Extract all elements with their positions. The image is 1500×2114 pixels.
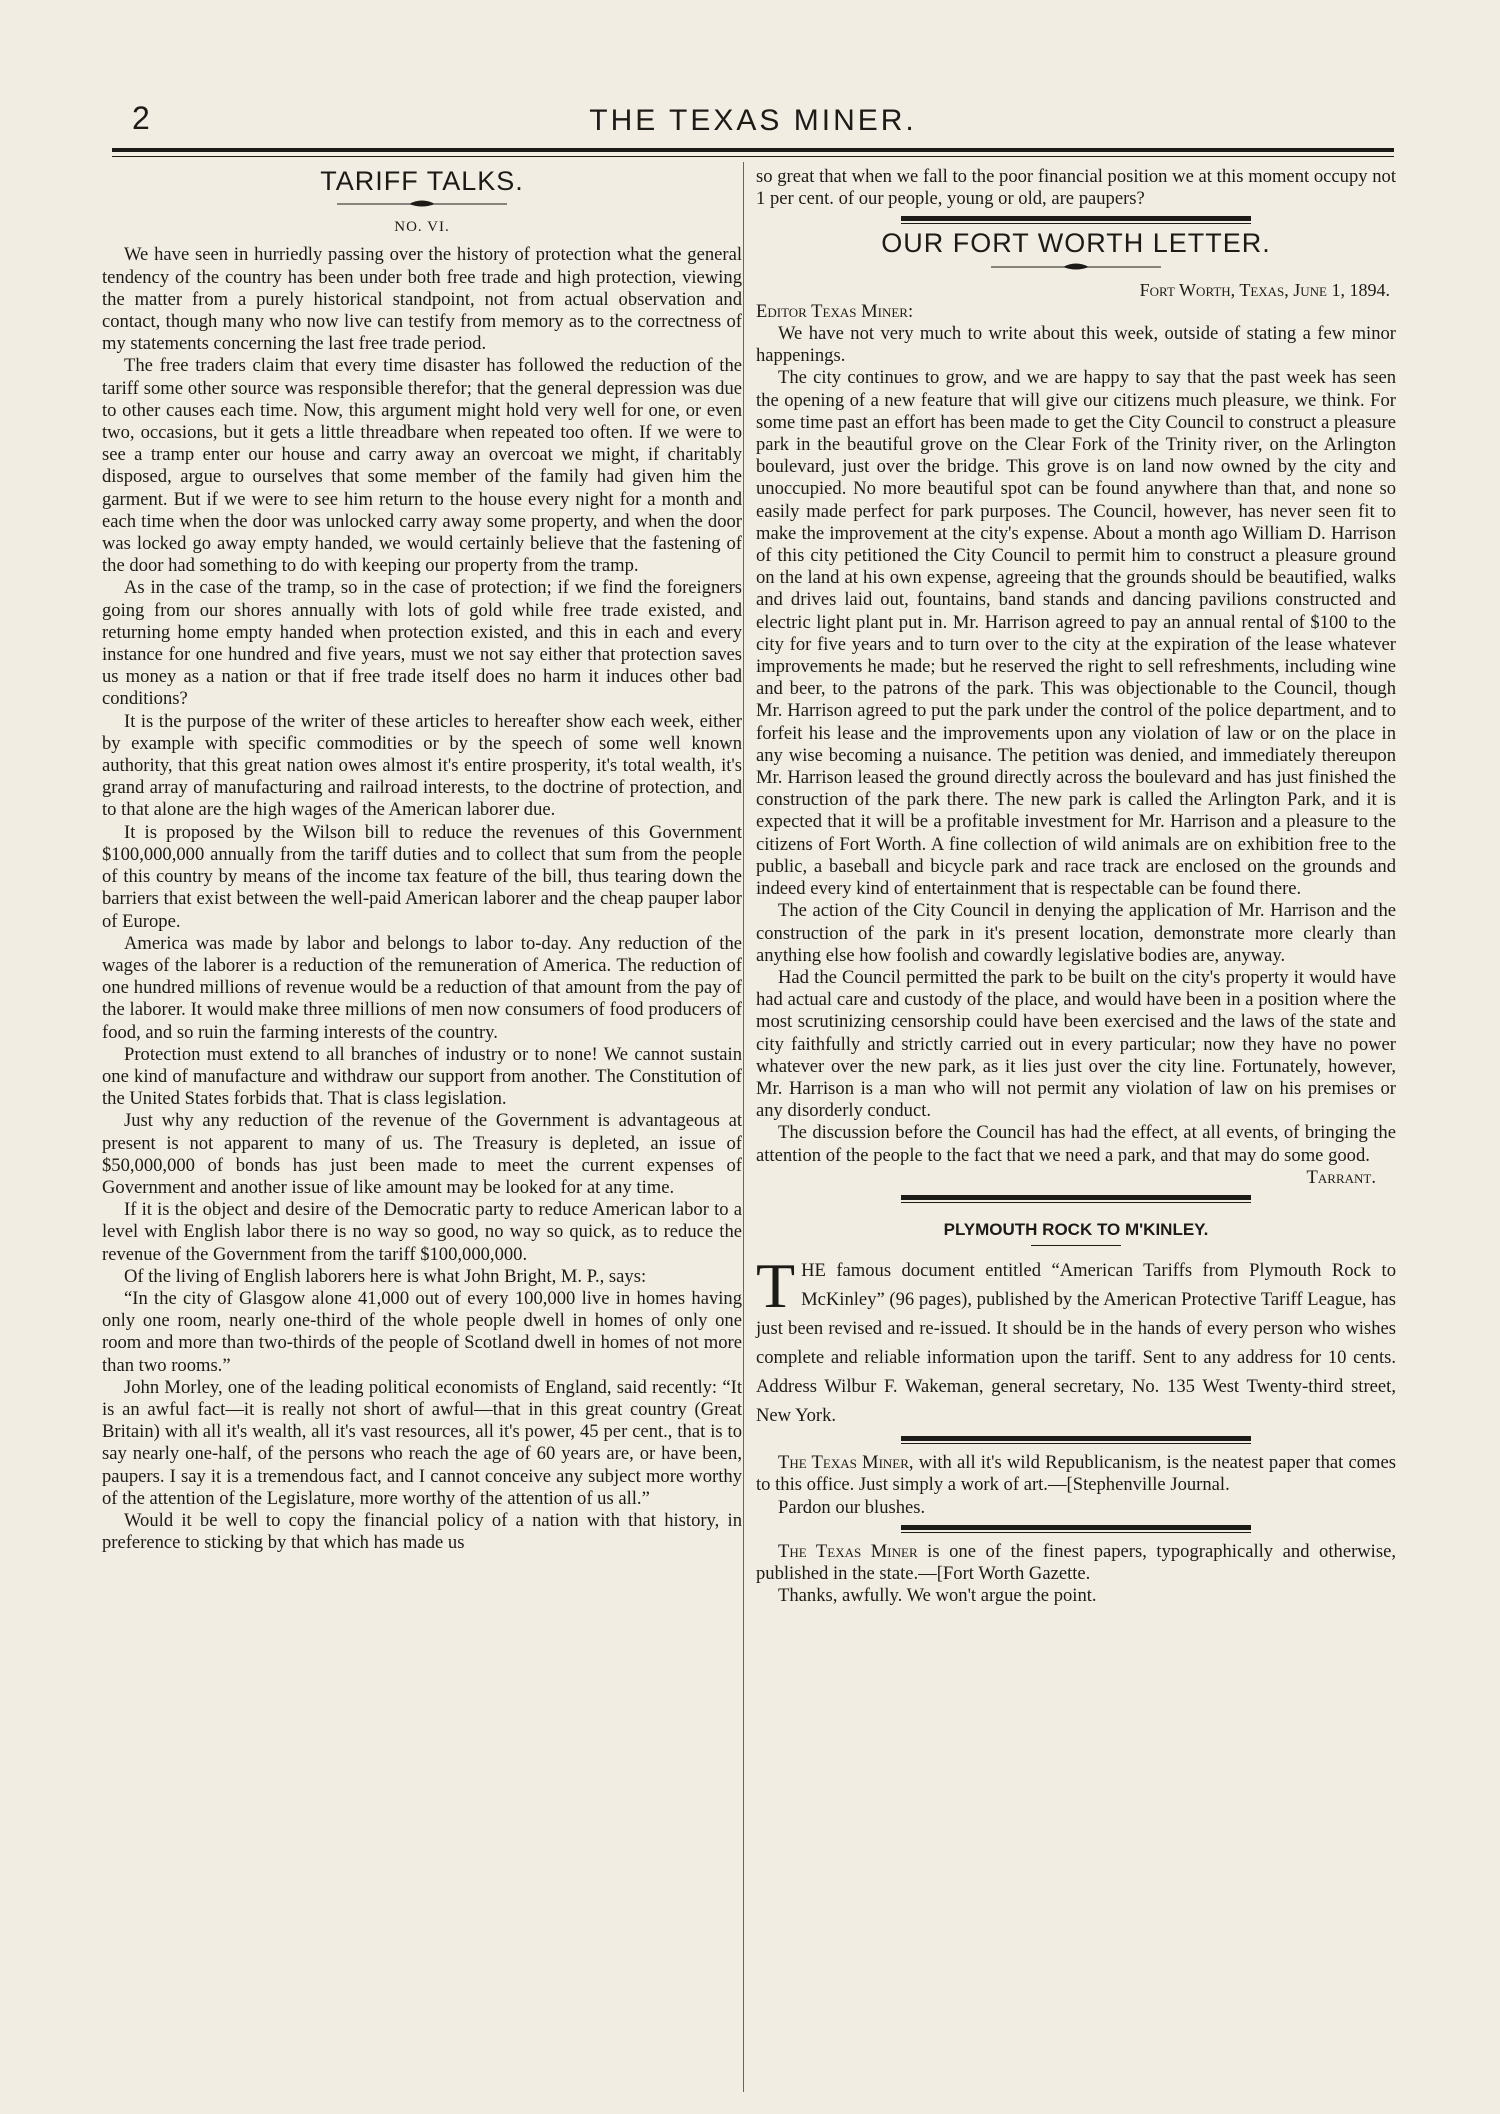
tariff-paragraph: It is proposed by the Wilson bill to reduce the revenues of this Government $100,000,000 annually from the tariff duties and to collect that sum from the people of this country by means of the income tax feature of the bill, thus tearing down the barriers that exist between the well-paid American laborer and the cheap pauper labor of Europe. <box>102 821 742 932</box>
paper-name: The Texas Miner <box>778 1540 918 1562</box>
fort-worth-paragraph: The action of the City Council in denying the application of Mr. Harrison and the construction of the park in it's present location, demonstrate more clearly than anything else how foolish and cowardly legislative bodies are, anyway. <box>756 900 1396 966</box>
section-rule-thin <box>901 1532 1251 1533</box>
glasgow-quote: “In the city of Glasgow alone 41,000 out of every 100,000 live in homes having only one room, nearly one-third of the whole people dwell in homes of only one room and more than two-thirds of the people of Scotland dwell in homes of not more than two rooms.” <box>102 1287 742 1376</box>
tariff-talks-title: TARIFF TALKS. <box>320 166 524 196</box>
tariff-paragraph: Just why any reduction of the revenue of the Government is advantageous at present is not apparent to many of us. The Treasury is depleted, an issue of $50,000,000 of bonds has just been made to meet the current expenses of Government and another issue of like amount may be looked for at any time. <box>102 1110 742 1198</box>
fort-worth-last-text: The discussion before the Council has had the effect, at all events, of bringing the attention of the people to the fact that we need a park, and that may do some good. <box>756 1122 1396 1166</box>
signoff: Tarrant. <box>1306 1166 1376 1188</box>
morley-quote: John Morley, one of the leading political economists of England, said recently: “It is an awful fact—it is really not short of awful—that in this great country (Great Britain) with all it's wealth, all it's vast resources, all it's power, 45 per cent., that is to say nearly one-half, of the persons who reach the age of 60 years are, or have been, paupers. I say it is a tremendous fact, and I cannot conceive any subject more worthy of the attention of the Legislature, more worthy of the attention of us all.” <box>102 1376 742 1509</box>
tariff-continuation: so great that when we fall to the poor financial position we at this moment occupy not 1 per cent. of our people, young or old, are paupers? <box>756 166 1396 210</box>
section-rule-thin <box>901 1202 1251 1203</box>
ornament-divider-icon <box>991 261 1161 273</box>
masthead <box>112 100 1394 148</box>
tariff-paragraph: Would it be well to copy the financial policy of a nation with that history, in preference to sticking by that which has made us <box>102 1509 742 1554</box>
plymouth-article <box>756 1250 1396 1430</box>
tariff-talks-subtitle: NO. VI. <box>394 219 450 236</box>
plymouth-title: PLYMOUTH ROCK TO M'KINLEY. <box>943 1219 1209 1239</box>
column-divider <box>743 162 744 2092</box>
section-rule-thick <box>901 216 1251 221</box>
plymouth-body <box>756 1250 1396 1430</box>
salutation: Editor Texas Miner: <box>756 300 914 322</box>
right-column <box>756 166 1396 1607</box>
tariff-paragraph: The free traders claim that every time disaster has followed the reduction of the tariff some other source was responsible therefor; that the general depression was due to other causes each time. Now, this argument might hold very well for one, or even two, occasions, but it gets a little threadbare when repeated too often. If we were to see a tramp enter our house and carry away an overcoat we might, if charitably disposed, argue to ourselves that some member of the family had given him the garment. But if we were to see him return to the house every night for a month and each time when the door was unlocked carry away some property, and when the door was locked go away empty handed, we would certainly believe that the fastening of the door had something to do with keeping our property from the tramp. <box>102 355 742 577</box>
section-rule-thin <box>901 1443 1251 1444</box>
tariff-paragraph: If it is the object and desire of the Democratic party to reduce American labor to a level with English labor there is no way so good, no way so quick, as to reduce the revenue of the Government from the tariff $100,000,000. <box>102 1199 742 1265</box>
tariff-paragraph: America was made by labor and belongs to labor to-day. Any reduction of the wages of the laborer is a reduction of the remuneration of America. The reduction of one hundred millions of revenue would be a reduction of that amount from the pay of the laborer. It would make three millions of men now consumers of food producers of food, and so ruin the farming interests of the country. <box>102 932 742 1043</box>
paper-title: THE TEXAS MINER. <box>589 104 917 137</box>
tariff-paragraph: As in the case of the tramp, so in the case of protection; if we find the foreigners going from our shores annually with lots of gold while free trade existed, and returning home empty handed when protection existed, and this in each and every instance for one hundred and five years, must we not say either that protection saves us money as a nation or that if free trade itself does no harm it induces other bad conditions? <box>102 577 742 710</box>
dateline: Fort Worth, Texas, June 1, 1894. <box>1139 279 1390 300</box>
section-rule-thin <box>901 223 1251 224</box>
tariff-paragraph: Protection must extend to all branches of industry or to none! We cannot sustain one kind of manufacture and withdraw our support from another. The Constitution of the United States forbids that. That is class legislation. <box>102 1043 742 1110</box>
fort-worth-paragraph: The city continues to grow, and we are happy to say that the past week has seen the opening of a new feature that will give our citizens much pleasure, we think. For some time past an effort has been made to get the City Council to construct a pleasure park in the beautiful grove on the Clear Fork of the Trinity river, on the Arlington boulevard, just over the bridge. This grove is on land now owned by the city and unoccupied. No more beautiful spot can be found anywhere than that, and none so easily made perfect for park purposes. The Council, however, has never seen fit to make the improvement at the city's expense. About a month ago William D. Harrison of this city petitioned the City Council to permit him to construct a pleasure ground on the land at his own expense, agreeing that the grounds should be beautified, walks and drives laid out, fountains, band stands and dancing pavilions constructed and electric light plant put in. Mr. Harrison agreed to pay an annual rental of $100 to the city for five years and to turn over to the city at the expiration of the lease whatever improvements he made; but he reserved the right to sell refreshments, including wine and beer, to the patrons of the park. This was objectionable to the Council, though Mr. Harrison agreed to put the park under the control of the police department, and to forfeit his lease and the improvements upon any violation of law or on the place in any wise becoming a nuisance. The petition was denied, and immediately thereupon Mr. Harrison leased the ground directly across the boulevard and has just finished the construction of the park there. The new park is called the Arlington Park, and it is expected that it will be a profitable investment for Mr. Harrison and a pleasure to the citizens of Fort Worth. A fine collection of wild animals are on exhibition free to the public, a baseball and bicycle park and race track are enclosed on the grounds and indeed every kind of entertainment that is respectable can be found there. <box>756 367 1396 900</box>
section-rule-thick <box>901 1436 1251 1441</box>
fort-worth-paragraph <box>756 1122 1396 1188</box>
gazette-reply: Thanks, awfully. We won't argue the point. <box>778 1585 1097 1607</box>
tariff-paragraph: Of the living of English laborers here is what John Bright, M. P., says: <box>124 1265 647 1287</box>
paper-name: The Texas Miner <box>778 1452 909 1474</box>
masthead-rule-thick <box>112 148 1394 152</box>
short-rule <box>1031 1245 1121 1246</box>
section-rule-thick <box>901 1525 1251 1530</box>
fort-worth-paragraph: We have not very much to write about this week, outside of stating a few minor happenings. <box>756 323 1396 367</box>
ornament-divider-icon <box>337 198 507 210</box>
section-rule-thick <box>901 1195 1251 1200</box>
page-number: 2 <box>132 100 150 136</box>
stephenville-notice <box>756 1452 1396 1496</box>
tariff-paragraph: We have seen in hurriedly passing over the history of protection what the general tendency of the country has been under both free trade and high protection, viewing the matter from a purely historical standpoint, not from actual observation and contact, though many who now live can testify from memory as to the correctness of my statements concerning the last free trade period. <box>102 244 742 355</box>
stephenville-text: , with all it's wild Republicanism, is the neatest paper that comes to this office. Just simply a work of art.—[Stephenville Journal. <box>756 1452 1396 1496</box>
masthead-rule-thin <box>112 156 1394 157</box>
drop-cap: T <box>756 1250 796 1322</box>
tariff-paragraph: It is the purpose of the writer of these articles to hereafter show each week, either by example with specific commodities or by the speech of some well known authority, that this great nation owes almost it's entire prosperity, it's total wealth, it's grand array of manufacturing and railroad interests, to the doctrine of protection, and to that alone are the high wages of the American laborer due. <box>102 710 742 821</box>
left-column <box>102 166 742 1554</box>
fort-worth-title: OUR FORT WORTH LETTER. <box>881 228 1271 259</box>
plymouth-text: HE famous document entitled “American Tariffs from Plymouth Rock to McKinley” (96 pages), published by the American Protective Tariff League, has just been revised and re-issued. It should be in the hands of every person who wishes complete and reliable information upon the tariff. Sent to any address for 10 cents. Address Wilbur F. Wakeman, general secretary, No. 135 West Twenty-third street, New York. <box>756 1260 1396 1427</box>
gazette-text: is one of the finest papers, typographically and otherwise, published in the state.—[Fort Worth Gazette. <box>756 1540 1396 1584</box>
fort-worth-paragraph: Had the Council permitted the park to be built on the city's property it would have had actual care and custody of the place, and would have been in a position where the most scrutinizing censorship could have been exercised and the laws of the state and city faithfully and strictly carried out in every particular; now they have no power whatever over the new park, as it lies just over the city line. Fortunately, however, Mr. Harrison is a man who will not permit any violation of law on his premises or any disorderly conduct. <box>756 966 1396 1122</box>
gazette-notice <box>756 1541 1396 1585</box>
stephenville-reply: Pardon our blushes. <box>778 1496 926 1518</box>
